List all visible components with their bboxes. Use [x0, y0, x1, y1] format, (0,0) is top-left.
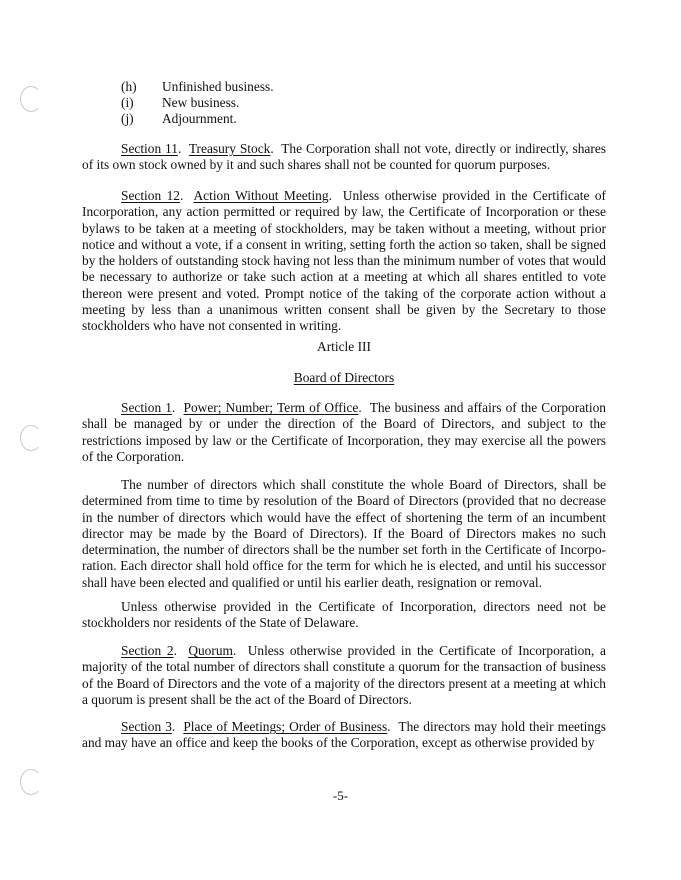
list-text: Unfinished business. — [162, 79, 274, 94]
section-title: Power; Number; Term of Office — [183, 400, 359, 415]
list-letter: (i) — [121, 95, 134, 110]
directors-residents-paragraph: Unless otherwise provided in the Certificate of Incorporation, directors need not be stockholders nor residents of the State of Delaware. — [82, 599, 606, 631]
section-label: Section 2 — [121, 643, 174, 658]
punch-hole-mark — [20, 86, 42, 112]
article-subheading: Board of Directors — [293, 370, 395, 385]
section-title: Place of Meetings; Order of Business — [183, 719, 388, 734]
section-3-paragraph: Section 3. Place of Meetings; Order of Business. The directors may hold their meetings and may have an office and keep the books of the Corporation, except as otherwise provided by — [82, 719, 606, 751]
article-heading: Article III — [317, 339, 371, 354]
page-number: -5- — [332, 788, 349, 803]
section-body: Unless otherwise provided in the Certificate of Incorporation, a majority of the total number of directors shall constitute a quorum for the transaction of business of the Board of Directors and the vote of a majority of the directors present at a meeting at which a quorum is present shall be the act of the Board of Directors. — [82, 643, 606, 707]
directors-number-paragraph: The number of directors which shall constitute the whole Board of Directors, shall be determined from time to time by resolution of the Board of Directors (provided that no decrease in the number of directors which would have the effect of shortening the term of an incumbent director may be made by the Board of Directors). If the Board of Directors makes no such determination, the number of directors shall be the number set forth in the Certificate of Incorpo-ration. Each director shall hold office for the term for which he is elected, and until his successor shall have been elected and qualified or until his earlier death, resignation or removal. — [82, 477, 606, 590]
article-subheading-wrap — [82, 370, 606, 386]
list-letter: (h) — [121, 79, 137, 94]
list-letter: (j) — [121, 111, 134, 126]
section-label: Section 3 — [121, 719, 172, 734]
list-item — [121, 111, 274, 127]
punch-hole-mark — [20, 425, 42, 451]
section-12-paragraph: Section 12. Action Without Meeting. Unless otherwise provided in the Certificate of Incorporation, any action permitted or required by law, the Certificate of Incorporation or these bylaws to be taken at a meeting of stockholders, may be taken without a meeting, without prior notice and without a vote, if a consent in writing, setting forth the action so taken, shall be signed by the holders of outstanding stock having not less than the minimum number of votes that would be necessary to authorize or take such action at a meeting at which all shares entitled to vote thereon were present and voted. Prompt notice of the taking of the corporate action without a meeting by less than a unanimous written consent shall be given by the Secretary to those stockholders who have not consented in writing. — [82, 188, 606, 334]
section-title: Action Without Meeting — [193, 188, 329, 203]
list-text: Adjournment. — [162, 111, 237, 126]
section-label: Section 1 — [121, 400, 172, 415]
section-11-paragraph: Section 11. Treasury Stock. The Corporation shall not vote, directly or indirectly, shares of its own stock owned by it and such shares shall not be counted for quorum purposes. — [82, 141, 606, 173]
agenda-list — [121, 79, 274, 127]
section-2-paragraph: Section 2. Quorum. Unless otherwise provided in the Certificate of Incorporation, a majority of the total number of directors shall constitute a quorum for the transaction of business of the Board of Directors and the vote of a majority of the directors present at a meeting at which a quorum is present shall be the act of the Board of Directors. — [82, 643, 606, 707]
section-title: Treasury Stock — [188, 141, 271, 156]
section-body: Unless otherwise provided in the Certificate of Incorporation, any action permitted or required by law, the Certificate of Incorporation or these bylaws to be taken at a meeting of stockholders, may be taken without a meeting, without prior notice and without a vote, if a consent in writing, setting forth the action so taken, shall be signed by the holders of outstanding stock having not less than the minimum number of votes that would be necessary to authorize or take such action at a meeting at which all shares entitled to vote thereon were present and voted. Prompt notice of the taking of the corporate action without a meeting by less than a unanimous written consent shall be given by the Secretary to those stockholders who have not consented in writing. — [82, 188, 606, 334]
section-body: The directors may hold their meetings and may have an office and keep the books of the Corporation, except as otherwise provided by — [82, 719, 606, 751]
list-text: New business. — [162, 95, 240, 110]
section-title: Quorum — [188, 643, 233, 658]
section-label: Section 12 — [121, 188, 180, 203]
section-body: The Corporation shall not vote, directly or indirectly, shares of its own stock owned by it and such shares shall not be counted for quorum purposes. — [82, 141, 606, 173]
section-body: The business and affairs of the Corporation shall be managed by or under the direction of the Board of Directors, and subject to the restrictions imposed by law or the Certificate of Incorporation, they may exercise all the powers of the Corporation. — [82, 400, 606, 464]
list-item — [121, 95, 274, 111]
section-1-paragraph: Section 1. Power; Number; Term of Office. The business and affairs of the Corporation shall be managed by or under the direction of the Board of Directors, and subject to the restrictions imposed by law or the Certificate of Incorporation, they may exercise all the powers of the Corporation. — [82, 400, 606, 464]
section-label: Section 11 — [121, 141, 178, 156]
list-item — [121, 79, 274, 95]
